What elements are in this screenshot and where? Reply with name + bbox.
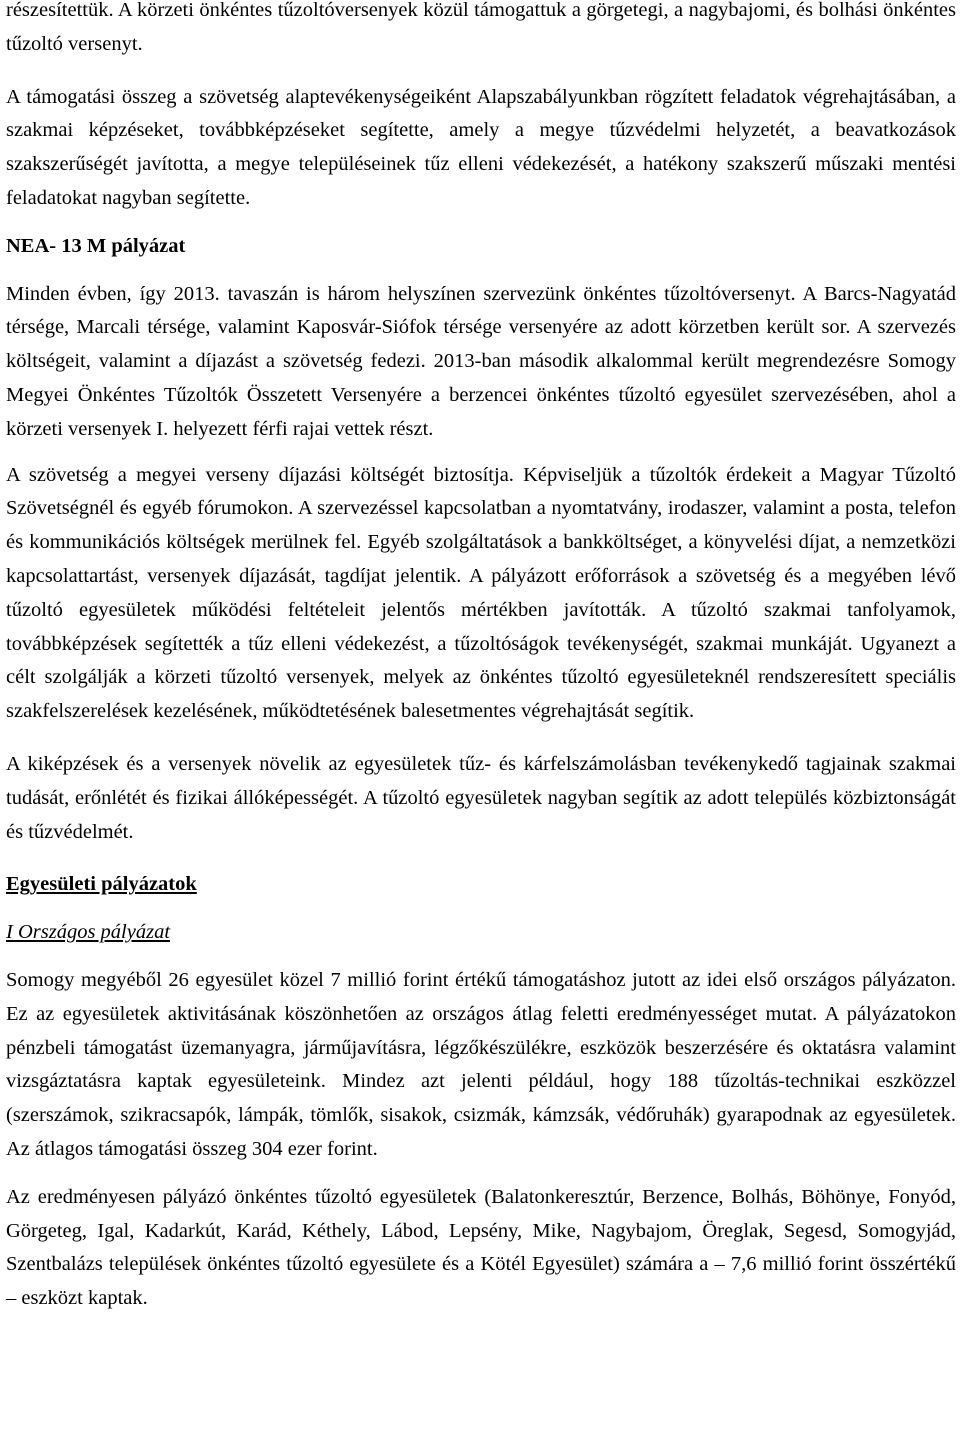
- heading-nea-13m: NEA- 13 M pályázat: [6, 234, 186, 257]
- paragraph-association-costs: A szövetség a megyei verseny díjazási költségét biztosítja. Képviseljük a tűzoltók érdekeit a Magyar Tűzoltó Szövetségnél és egyéb fórumokon. A szervezéssel kapcsolatban a nyomtatvány, irodaszer, valamint a posta, telefon és kommunikációs költségek merülnek fel. Egyéb szolgáltatások a bankköltséget, a könyvelési díjat, a nemzetközi kapcsolattartást, versenyek díjazását, tagdíjat jelentik. A pályázott erőforrások a szövetség és a megyében lévő tűzoltó egyesületek működési feltételeit jelentős mértékben javították. A tűzoltó szakmai tanfolyamok, továbbképzések segítették a tűz elleni védekezést, a tűzoltóságok tevékenységét, szakmai munkáját. Ugyanezt a célt szolgálják a körzeti tűzoltó versenyek, melyek az önkéntes tűzoltó egyesületeknél rendszeresített speciális szakfelszerelések kezelésének, működtetésének balesetmentes végrehajtását segítik.: [6, 463, 956, 723]
- paragraph-competitions: Minden évben, így 2013. tavaszán is három helyszínen szervezünk önkéntes tűzoltóversenyt. A Barcs-Nagyatád térsége, Marcali térsége, valamint Kaposvár-Siófok térsége versenyére az adott körzetben került sor. A szervezés költségeit, valamint a díjazást a szövetség fedezi. 2013-ban második alkalommal került megrendezésre Somogy Megyei Önkéntes Tűzoltók Összetett Versenyére a berzencei önkéntes tűzoltó egyesület szervezésében, ahol a körzeti versenyek I. helyezett férfi rajai vettek részt.: [6, 282, 956, 440]
- paragraph-national-grant-results: Somogy megyéből 26 egyesület közel 7 millió forint értékű támogatáshoz jutott az idei első országos pályázaton. Ez az egyesületek aktivitásának köszönhetően az országos átlag feletti eredményességet mutat. A pályázatokon pénzbeli támogatást üzemanyagra, járműjavításra, légzőkészülékre, eszközök beszerzésére és oktatásra valamint vizsgáztatásra kaptak egyesületeink. Mindez azt jelenti például, hogy 188 tűzoltás-technikai eszközzel (szerszámok, szikracsapók, lámpák, tömlők, sisakok, csizmák, kámzsák, védőruhák) gyarapodnak az egyesületek. Az átlagos támogatási összeg 304 ezer forint.: [6, 968, 956, 1160]
- paragraph-support-purpose: A támogatási összeg a szövetség alaptevékenységeiként Alapszabályunkban rögzített feladatok végrehajtásában, a szakmai képzéseket, továbbképzéseket segítette, amely a megye tűzvédelmi helyzetét, a beavatkozások szakszerűségét javította, a megye településeinek tűz elleni védekezését, a hatékony szakszerű műszaki mentési feladatokat nagyban segítette.: [6, 85, 956, 209]
- paragraph-training-benefits: A kiképzések és a versenyek növelik az egyesületek tűz- és kárfelszámolásban tevékenykedő tagjainak szakmai tudását, erőnlétét és fizikai állóképességét. A tűzoltó egyesületek nagyban segítik az adott település közbiztonságát és tűzvédelmét.: [6, 752, 956, 843]
- heading-national-grant: I Országos pályázat: [6, 921, 171, 944]
- paragraph-intro-continuation: részesítettük. A körzeti önkéntes tűzoltóversenyek közül támogattuk a görgetegi, a nagybajomi, és bolhási önkéntes tűzoltó versenyt.: [6, 0, 956, 55]
- document-page: [6, 0, 956, 1316]
- paragraph-successful-applicants: Az eredményesen pályázó önkéntes tűzoltó egyesületek (Balatonkeresztúr, Berzence, Bolhás, Böhönye, Fonyód, Görgeteg, Igal, Kadarkút, Karád, Kéthely, Lábod, Lepsény, Mike, Nagybajom, Öreglak, Segesd, Somogyjád, Szentbalázs települések önkéntes tűzoltó egyesülete és a Kötél Egyesület) számára a – 7,6 millió forint összértékű – eszközt kaptak.: [6, 1185, 956, 1310]
- heading-association-grants: Egyesületi pályázatok: [6, 873, 197, 896]
